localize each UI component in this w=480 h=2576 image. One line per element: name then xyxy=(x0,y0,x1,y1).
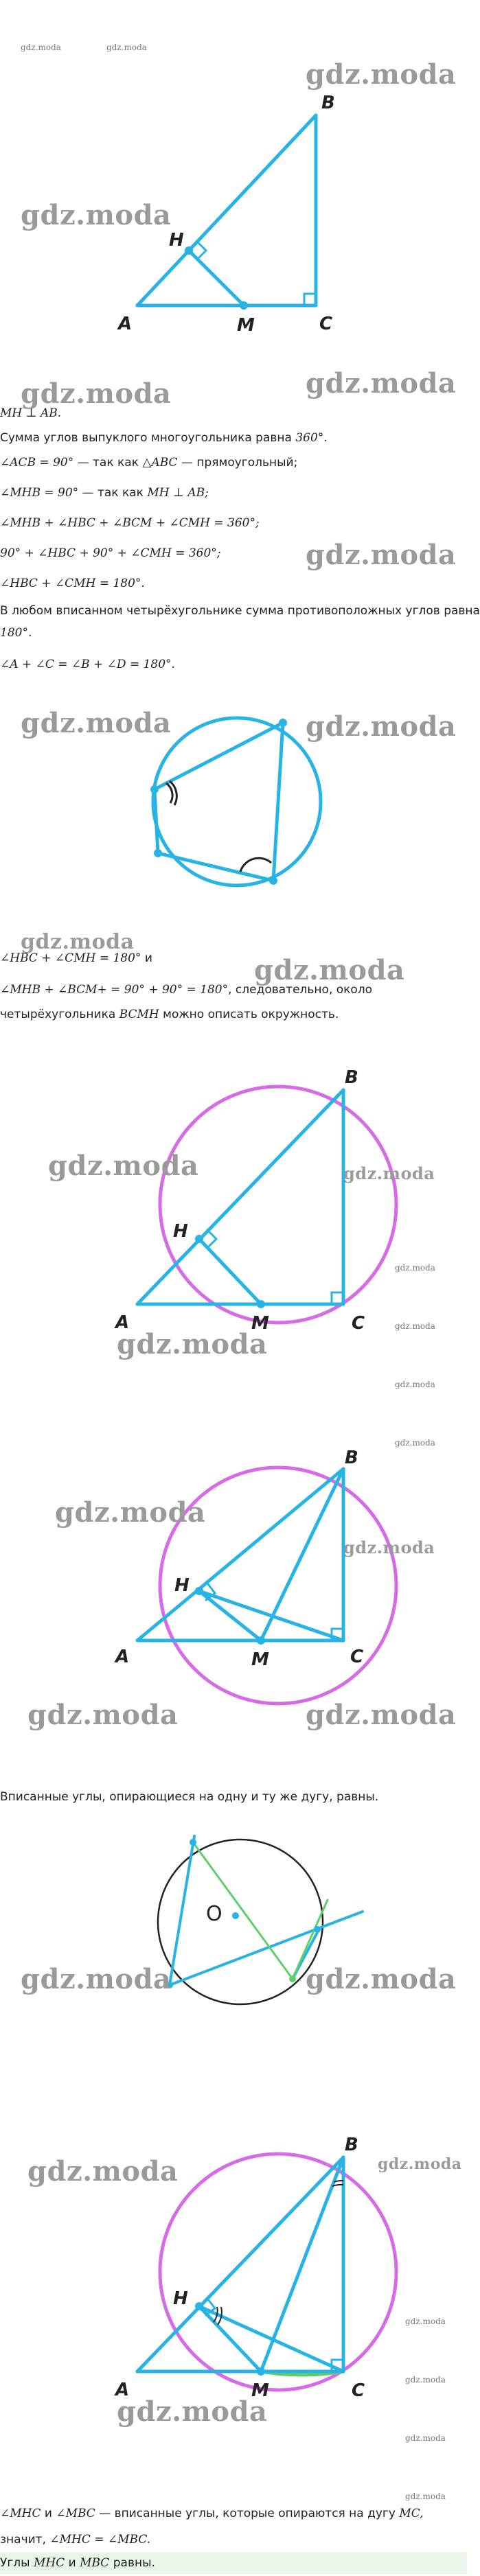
watermark: gdz.moda xyxy=(27,1699,179,1731)
watermark: gdz.moda xyxy=(21,707,172,739)
text-line: ∠HBC + ∠CMH = 180° и xyxy=(0,951,152,965)
label-H: H xyxy=(169,230,184,251)
label-M: M xyxy=(237,315,255,336)
label-B: B xyxy=(345,2135,358,2155)
label-C: C xyxy=(352,2380,365,2401)
watermark: gdz.moda xyxy=(306,58,457,91)
watermark: gdz.moda xyxy=(306,539,457,571)
text-line: значит, ∠MHC = ∠MBC. xyxy=(0,2533,151,2546)
watermark: gdz.moda xyxy=(21,199,172,231)
label-H: H xyxy=(173,2288,188,2309)
watermark: gdz.moda xyxy=(27,2155,179,2188)
watermark: gdz.moda xyxy=(378,2155,462,2173)
watermark: gdz.moda xyxy=(343,1163,435,1183)
answer-line: Углы MHC и MBC равны. xyxy=(0,2552,467,2574)
watermark: gdz.moda xyxy=(343,1538,435,1557)
label-M: M xyxy=(251,2380,269,2401)
watermark-small: gdz.moda xyxy=(405,2317,446,2326)
text-line: 90° + ∠HBC + 90° + ∠CMH = 360°; xyxy=(0,546,221,560)
label-O: O xyxy=(206,1902,222,1926)
text-line: MH ⊥ AB. xyxy=(0,406,62,420)
watermark: gdz.moda xyxy=(306,1963,457,1995)
label-M: M xyxy=(251,1649,269,1670)
text-line: ∠A + ∠C = ∠B + ∠D = 180°. xyxy=(0,658,175,671)
text-line: Сумма углов выпуклого многоугольника равна 360°. xyxy=(0,431,328,445)
text-line: ∠MHB = 90° — так как MH ⊥ AB; xyxy=(0,486,209,500)
label-C: C xyxy=(352,1313,365,1334)
watermark-small: gdz.moda xyxy=(395,1321,435,1331)
watermark-small: gdz.moda xyxy=(21,43,61,52)
watermark: gdz.moda xyxy=(117,1328,268,1360)
label-B: B xyxy=(345,1067,358,1088)
label-A: A xyxy=(115,1647,130,1667)
watermark: gdz.moda xyxy=(117,2395,268,2428)
text-line: 180°. xyxy=(0,626,32,640)
watermark-small: gdz.moda xyxy=(395,1438,435,1448)
watermark: gdz.moda xyxy=(21,1963,172,1995)
label-C: C xyxy=(350,1647,364,1667)
label-H: H xyxy=(174,1575,190,1596)
text-line: четырёхугольника BCMH можно описать окружность. xyxy=(0,1008,339,1021)
watermark-small: gdz.moda xyxy=(405,2433,446,2443)
text-line: ∠MHC и ∠MBC — вписанные углы, которые опираются на дугу MC, xyxy=(0,2507,424,2520)
label-M: M xyxy=(251,1313,269,1334)
text-line: Вписанные углы, опирающиеся на одну и ту же дугу, равны. xyxy=(0,1790,379,1804)
label-C: C xyxy=(319,314,333,334)
watermark-small: gdz.moda xyxy=(405,2492,446,2501)
text-line: ∠ACB = 90° — так как △ABC — прямоугольный; xyxy=(0,456,298,469)
text-line: ∠MHB + ∠HBC + ∠BCM + ∠CMH = 360°; xyxy=(0,516,260,530)
figure-circle-chords xyxy=(103,1441,364,1730)
label-H: H xyxy=(173,1221,188,1242)
watermark-small: gdz.moda xyxy=(395,1380,435,1389)
watermark: gdz.moda xyxy=(306,710,457,743)
label-A: A xyxy=(115,1312,130,1333)
watermark: gdz.moda xyxy=(55,1496,206,1529)
label-A: A xyxy=(118,314,133,334)
label-B: B xyxy=(321,93,335,113)
watermark-small: gdz.moda xyxy=(395,1263,435,1273)
text-line: ∠HBC + ∠CMH = 180°. xyxy=(0,577,145,590)
watermark: gdz.moda xyxy=(306,367,457,399)
watermark-small: gdz.moda xyxy=(405,2375,446,2384)
label-A: A xyxy=(115,2380,130,2400)
text-line: ∠MHB + ∠BCM+ = 90° + 90° = 180°, следовательно, около xyxy=(0,983,373,997)
watermark: gdz.moda xyxy=(21,378,172,410)
watermark: gdz.moda xyxy=(254,954,405,986)
watermark-small: gdz.moda xyxy=(106,43,147,52)
text-line: В любом вписанном четырёхугольнике сумма противоположных углов равна xyxy=(0,604,480,618)
watermark: gdz.moda xyxy=(306,1699,457,1731)
label-B: B xyxy=(345,1448,358,1468)
watermark: gdz.moda xyxy=(48,1150,199,1182)
figure-circle-bcmh xyxy=(103,1057,365,1345)
watermark: gdz.moda xyxy=(21,930,135,954)
